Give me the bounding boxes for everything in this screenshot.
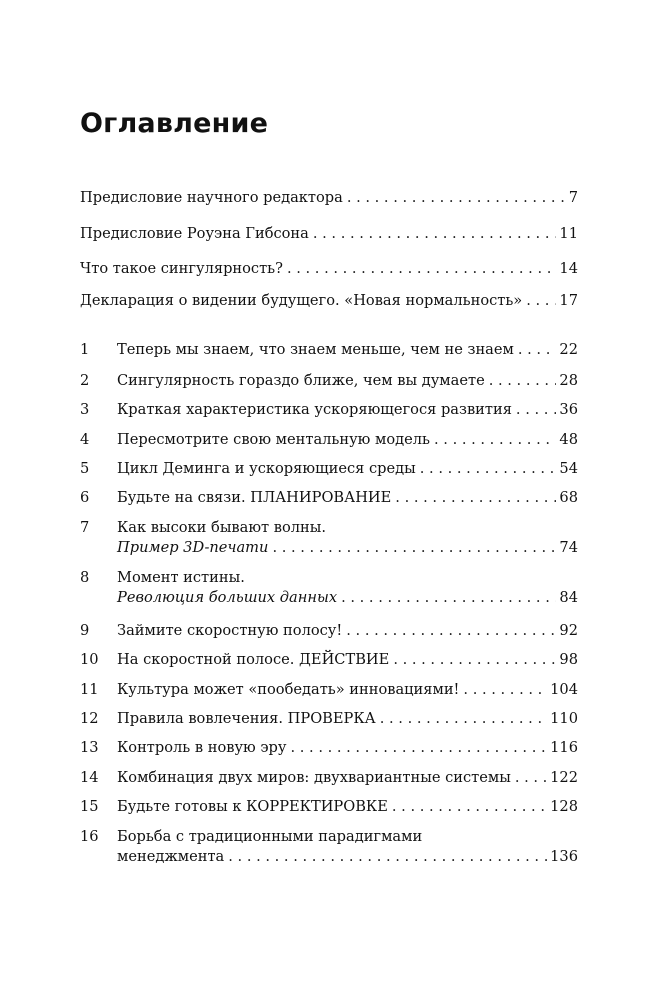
page-number: 17 <box>559 292 578 309</box>
chapter-number: 1 <box>80 341 90 358</box>
entry-text: Теперь мы знаем, что знаем меньше, чем не знаем <box>117 341 514 358</box>
page-number: 122 <box>550 769 578 786</box>
leader-dots <box>380 709 547 729</box>
chapter-number: 16 <box>80 828 99 845</box>
entry-text: Займите скоростную полосу! <box>117 622 343 639</box>
leader-dots <box>341 588 556 608</box>
toc-entry-chapter <box>80 709 578 729</box>
toc-entry-front <box>80 259 578 279</box>
toc-entry-chapter <box>80 827 578 867</box>
toc-entry-chapter <box>80 650 578 670</box>
toc-entry-chapter <box>80 371 578 391</box>
toc-entry-chapter <box>80 797 578 817</box>
page-number: 48 <box>559 431 578 448</box>
leader-dots <box>347 188 566 208</box>
entry-text: Будьте на связи. ПЛАНИРОВАНИЕ <box>117 489 392 506</box>
page-number: 22 <box>559 341 578 358</box>
entry-text: Как высоки бывают волны. <box>117 519 327 536</box>
leader-dots <box>395 488 556 508</box>
chapter-number: 3 <box>80 401 90 418</box>
toc-entry-chapter <box>80 340 578 360</box>
page-number: 136 <box>550 848 578 865</box>
leader-dots <box>287 259 556 279</box>
entry-text: Культура может «пообедать» инновациями! <box>117 681 460 698</box>
leader-dots <box>393 650 556 670</box>
page-number: 98 <box>559 651 578 668</box>
page-number: 128 <box>550 798 578 815</box>
leader-dots <box>346 621 556 641</box>
page-number: 92 <box>559 622 578 639</box>
leader-dots <box>420 459 557 479</box>
entry-text: Сингулярность гораздо ближе, чем вы думаете <box>117 372 485 389</box>
leader-dots <box>516 400 557 420</box>
page-number: 116 <box>550 739 578 756</box>
entry-text: Будьте готовы к КОРРЕКТИРОВКЕ <box>117 798 388 815</box>
toc-entry-front <box>80 291 578 311</box>
leader-dots <box>434 430 556 450</box>
toc-entry-chapter <box>80 459 578 479</box>
leader-dots <box>313 224 557 244</box>
chapter-number: 14 <box>80 769 99 786</box>
chapter-number: 15 <box>80 798 99 815</box>
entry-text: На скоростной полосе. ДЕЙСТВИЕ <box>117 651 390 668</box>
toc-entry-chapter <box>80 430 578 450</box>
chapter-number: 12 <box>80 710 99 727</box>
entry-text: Момент истины. <box>117 569 245 586</box>
leader-dots <box>290 738 547 758</box>
toc-entry-chapter <box>80 768 578 788</box>
chapter-number: 13 <box>80 739 99 756</box>
chapter-number: 9 <box>80 622 90 639</box>
page-number: 28 <box>559 372 578 389</box>
page-number: 7 <box>568 189 578 206</box>
toc-entry-chapter <box>80 518 578 558</box>
page-number: 14 <box>559 260 578 277</box>
entry-text: Комбинация двух миров: двухвариантные системы <box>117 769 511 786</box>
chapter-number: 11 <box>80 681 99 698</box>
toc-entry-chapter <box>80 680 578 700</box>
toc-entry-chapter <box>80 568 578 608</box>
entry-text-continued: менеджмента <box>117 848 225 865</box>
chapter-number: 7 <box>80 519 90 536</box>
entry-text: Правила вовлечения. ПРОВЕРКА <box>117 710 376 727</box>
entry-text: Предисловие научного редактора <box>80 189 343 206</box>
leader-dots <box>228 847 547 867</box>
leader-dots <box>515 768 547 788</box>
leader-dots <box>489 371 557 391</box>
chapter-number: 4 <box>80 431 90 448</box>
leader-dots <box>518 340 557 360</box>
chapter-number: 5 <box>80 460 90 477</box>
page-number: 104 <box>550 681 578 698</box>
entry-text: Борьба с традиционными парадигмами <box>117 828 423 845</box>
page-number: 110 <box>550 710 578 727</box>
entry-text: Предисловие Роуэна Гибсона <box>80 225 309 242</box>
page-number: 74 <box>559 539 578 556</box>
chapter-number: 6 <box>80 489 90 506</box>
chapter-number: 2 <box>80 372 90 389</box>
toc-entry-chapter <box>80 488 578 508</box>
page-number: 54 <box>559 460 578 477</box>
entry-text: Пересмотрите свою ментальную модель <box>117 431 431 448</box>
entry-text: Цикл Деминга и ускоряющиеся среды <box>117 460 416 477</box>
toc-entry-front <box>80 188 578 208</box>
entry-text: Краткая характеристика ускоряющегося развития <box>117 401 512 418</box>
toc-entry-chapter <box>80 738 578 758</box>
toc-entry-chapter <box>80 621 578 641</box>
entry-subtitle: Революция больших данных <box>117 589 338 606</box>
entry-text: Контроль в новую эру <box>117 739 287 756</box>
entry-text: Что такое сингулярность? <box>80 260 283 277</box>
page-number: 11 <box>559 225 578 242</box>
entry-subtitle: Пример 3D-печати <box>117 539 269 556</box>
page-number: 84 <box>559 589 578 606</box>
leader-dots <box>392 797 547 817</box>
chapter-number: 8 <box>80 569 90 586</box>
leader-dots <box>272 538 556 558</box>
chapter-number: 10 <box>80 651 99 668</box>
leader-dots <box>526 291 556 311</box>
page-title: Оглавление <box>80 108 269 139</box>
toc-entry-front <box>80 224 578 244</box>
entry-text: Декларация о видении будущего. «Новая нормальность» <box>80 292 523 309</box>
page-number: 68 <box>559 489 578 506</box>
page-number: 36 <box>559 401 578 418</box>
leader-dots <box>463 680 547 700</box>
toc-entry-chapter <box>80 400 578 420</box>
